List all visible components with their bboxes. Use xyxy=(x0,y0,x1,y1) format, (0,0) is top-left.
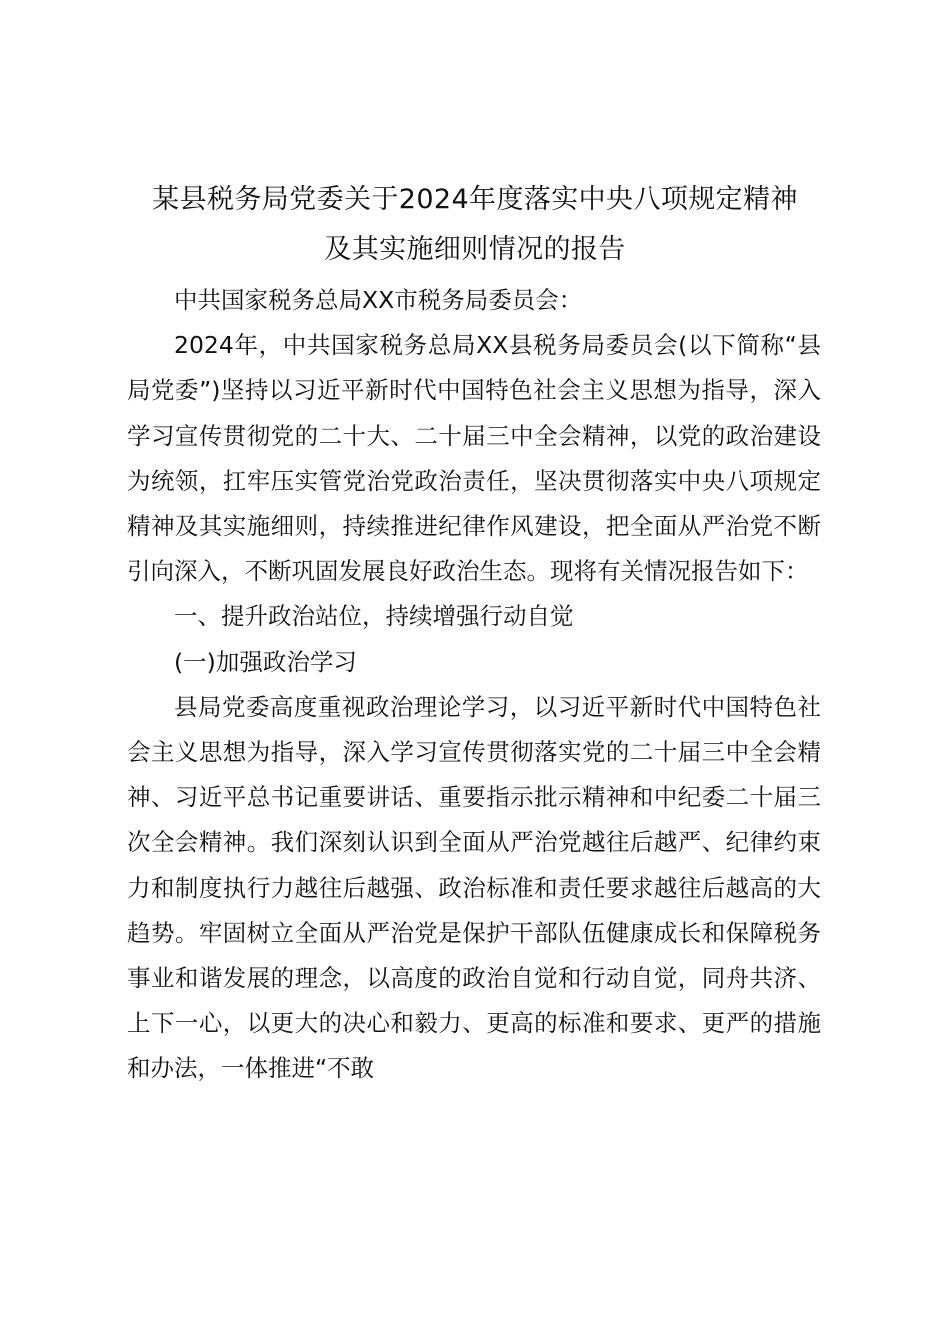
document-body xyxy=(127,278,821,1092)
document-title xyxy=(110,175,840,275)
paragraph-political-study: 县局党委高度重视政治理论学习，以习近平新时代中国特色社会主义思想为指导，深入学习宣传贯彻落实党的二十届三中全会精神、习近平总书记重要讲话、重要指示批示精神和中纪委二十届三次全会精神。我们深刻认识到全面从严治党越往后越严、纪律约束力和制度执行力越往后越强、政治标准和责任要求越往后越高的大趋势。牢固树立全面从严治党是保护干部队伍健康成长和保障税务事业和谐发展的理念，以高度的政治自觉和行动自觉，同舟共济、上下一心，以更大的决心和毅力、更高的标准和要求、更严的措施和办法，一体推进“不敢 xyxy=(127,692,821,1083)
section-heading-1: 一、提升政治站位，持续增强行动自觉 xyxy=(174,602,574,631)
salutation: 中共国家税务总局XX市税务局委员会： xyxy=(174,286,583,314)
title-line-1: 某县税务局党委关于2024年度落实中央八项规定精神 xyxy=(152,184,798,215)
subsection-heading-1: (一)加强政治学习 xyxy=(174,647,357,676)
title-line-2: 及其实施细则情况的报告 xyxy=(324,234,626,265)
paragraph-intro: 2024年，中共国家税务总局XX县税务局委员会(以下简称“县局党委”)坚持以习近平新时代中国特色社会主义思想为指导，深入学习宣传贯彻党的二十大、二十届三中全会精神，以党的政治建设为统领，扛牢压实管党治党政治责任，坚决贯彻落实中央八项规定精神及其实施细则，持续推进纪律作风建设，把全面从严治党不断引向深入，不断巩固发展良好政治生态。现将有关情况报告如下： xyxy=(127,331,821,586)
